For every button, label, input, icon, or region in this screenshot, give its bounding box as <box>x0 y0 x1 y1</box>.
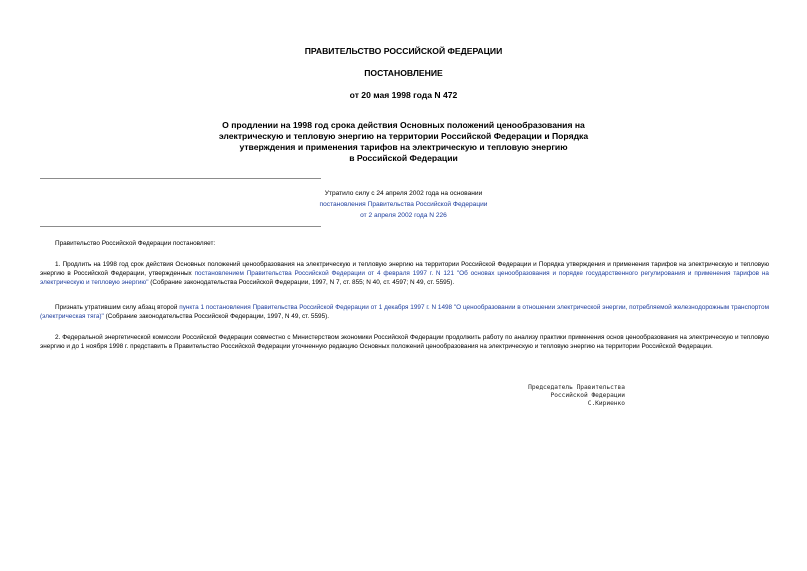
document-title-line: в Российской Федерации <box>349 153 458 163</box>
decree-1498-link[interactable]: пункта 1 постановления Правительства Российской Федерации от 1 декабря 1997 г. N 1498 "О ценообразовании в отношении электрической энергии, потребляемой железнодорожным транспортом (электрическая тяга)" <box>40 304 770 320</box>
document-date-number: от 20 мая 1998 года N 472 <box>349 90 458 100</box>
paragraph-2-text: Признать утратившим силу абзац второй <box>55 304 180 311</box>
paragraph-3 <box>40 333 769 351</box>
paragraph-3-text: 2. Федеральной энергетической комиссии Российской Федерации совместно с Министерством экономики Российской Федерации продолжить работу по анализу практики применения основ ценообразования на электрическую и тепловую энергию и до 1 ноября 1998 г. представить в Правительство Российской Федерации уточненную редакцию Основных положений ценообразования на электрическую и тепловую энергию на территории Российской Федерации. <box>40 334 769 350</box>
repeal-decree-link[interactable]: постановления Правительства Российской Федерации <box>319 201 488 208</box>
document-title-line: утверждения и применения тарифов на электрическую и тепловую энергию <box>239 142 568 152</box>
document-type-heading: ПОСТАНОВЛЕНИЕ <box>364 68 443 78</box>
document-title-line: электрическую и тепловую энергию на территории Российской Федерации и Порядка <box>218 131 589 141</box>
paragraph-1-text: 1. Продлить на 1998 год срок действия Основных положений ценообразования на электрическую и тепловую энергию на территории Российской Федерации и Порядка утверждения и применения тарифов на электрическую и тепловую энергию в Российской Федерации, утвержденных <box>40 261 769 277</box>
government-heading: ПРАВИТЕЛЬСТВО РОССИЙСКОЙ ФЕДЕРАЦИИ <box>304 46 503 56</box>
status-note-link-row <box>0 210 807 221</box>
status-note-link-row <box>0 199 807 210</box>
intro-paragraph <box>40 239 769 248</box>
decree-121-link[interactable]: постановлением Правительства Российской Федерации от 4 февраля 1997 г. N 121 "Об основах ценообразования и порядке государственного регулирования и применения тарифов на электрическую и тепловую энергию" <box>40 270 769 286</box>
paragraph-1-source: (Собрание законодательства Российской Федерации, 1997, N 7, ст. 855; N 40, ст. 4597; N 49, ст. 5595). <box>148 279 455 286</box>
repeal-decree-date-link[interactable]: от 2 апреля 2002 года N 226 <box>360 212 447 219</box>
paragraph-2 <box>40 303 769 321</box>
paragraph-2-source: (Собрание законодательства Российской Федерации, 1997, N 49, ст. 5595). <box>103 313 330 320</box>
signature-organization: Российской Федерации <box>550 392 625 399</box>
signature-position: Председатель Правительства <box>528 384 625 391</box>
intro-text: Правительство Российской Федерации постановляет: <box>55 240 216 247</box>
bottom-divider <box>40 226 321 227</box>
document-title-line: О продлении на 1998 год срока действия Основных положений ценообразования на <box>222 120 585 130</box>
status-note-text: Утратило силу с 24 апреля 2002 года на основании <box>324 190 483 197</box>
top-divider <box>40 178 321 179</box>
signature-name: С.Кириенко <box>587 400 625 407</box>
paragraph-1 <box>40 260 769 287</box>
